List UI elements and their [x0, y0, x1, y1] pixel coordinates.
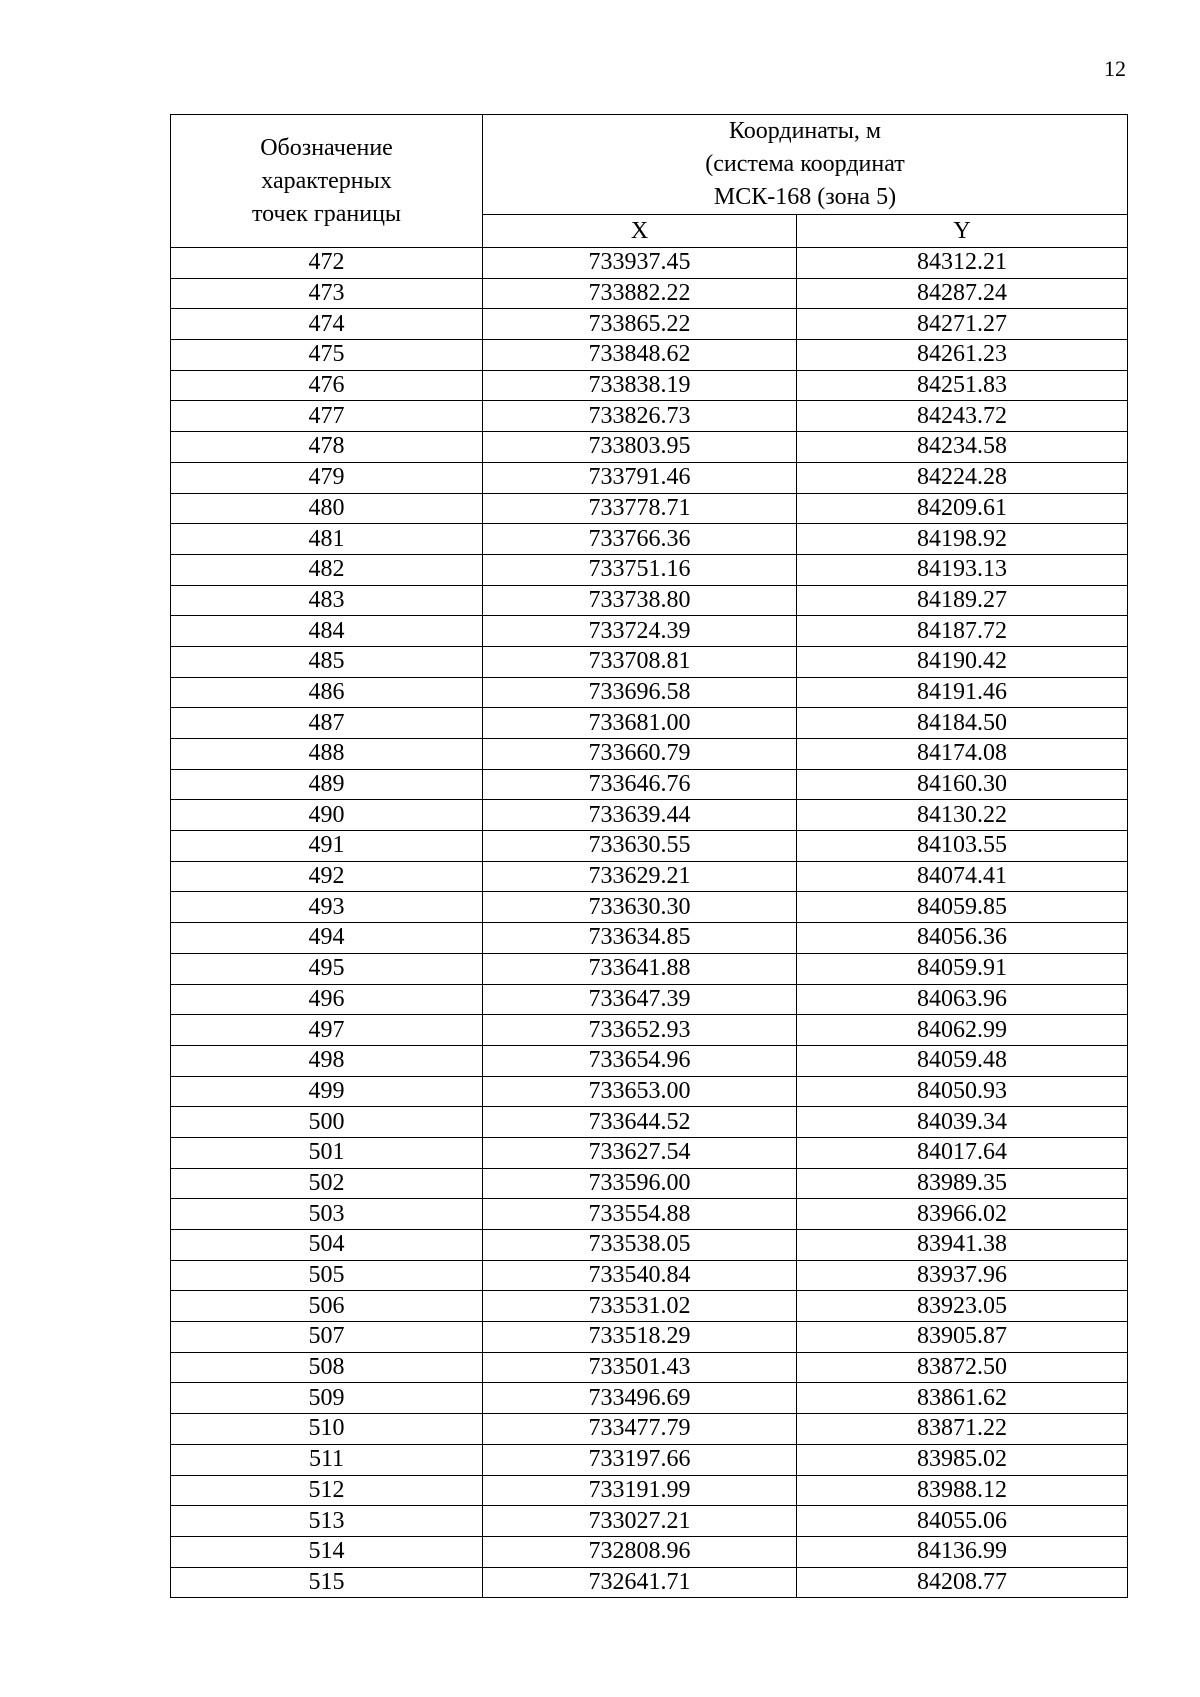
table-header [171, 115, 1128, 248]
y-coordinate-cell: 83941.38 [797, 1230, 1128, 1261]
y-coordinate-cell: 84055.06 [797, 1506, 1128, 1537]
point-number-cell: 489 [171, 769, 483, 800]
point-number-cell: 487 [171, 708, 483, 739]
point-number-cell: 502 [171, 1168, 483, 1199]
y-coordinate-cell: 84187.72 [797, 616, 1128, 647]
table-row [171, 646, 1128, 677]
x-coordinate-cell: 733751.16 [483, 554, 797, 585]
x-coordinate-cell: 733197.66 [483, 1444, 797, 1475]
x-coordinate-cell: 732641.71 [483, 1567, 797, 1598]
table-row [171, 1076, 1128, 1107]
point-number-cell: 483 [171, 585, 483, 616]
point-number-cell: 485 [171, 646, 483, 677]
point-number-cell: 492 [171, 861, 483, 892]
header-x: X [483, 215, 797, 248]
y-coordinate-cell: 84160.30 [797, 769, 1128, 800]
header-coords-line: Координаты, м [728, 118, 882, 144]
table-row [171, 800, 1128, 831]
y-coordinate-cell: 84312.21 [797, 248, 1128, 279]
point-number-cell: 514 [171, 1536, 483, 1567]
point-number-cell: 474 [171, 309, 483, 340]
header-coords-line: (система координат [705, 151, 905, 177]
y-coordinate-cell: 84059.48 [797, 1045, 1128, 1076]
x-coordinate-cell: 733696.58 [483, 677, 797, 708]
x-coordinate-cell: 733653.00 [483, 1076, 797, 1107]
point-number-cell: 515 [171, 1567, 483, 1598]
header-point-designation [171, 115, 483, 248]
header-y: Y [797, 215, 1128, 248]
table-row [171, 585, 1128, 616]
y-coordinate-cell: 84271.27 [797, 309, 1128, 340]
x-coordinate-cell: 733634.85 [483, 923, 797, 954]
table-row [171, 401, 1128, 432]
table-row [171, 340, 1128, 371]
header-point-line: Обозначение [260, 134, 393, 161]
x-coordinate-cell: 733652.93 [483, 1015, 797, 1046]
y-coordinate-cell: 84191.46 [797, 677, 1128, 708]
x-coordinate-cell: 733496.69 [483, 1383, 797, 1414]
y-coordinate-cell: 83989.35 [797, 1168, 1128, 1199]
y-coordinate-cell: 83923.05 [797, 1291, 1128, 1322]
table-row [171, 1260, 1128, 1291]
page-number: 12 [1104, 56, 1126, 81]
point-number-cell: 506 [171, 1291, 483, 1322]
x-coordinate-cell: 733630.55 [483, 831, 797, 862]
x-coordinate-cell: 733766.36 [483, 524, 797, 555]
y-coordinate-cell: 84287.24 [797, 278, 1128, 309]
table-row [171, 1506, 1128, 1537]
y-coordinate-cell: 83937.96 [797, 1260, 1128, 1291]
y-coordinate-cell: 84243.72 [797, 401, 1128, 432]
y-coordinate-cell: 84103.55 [797, 831, 1128, 862]
x-coordinate-cell: 733630.30 [483, 892, 797, 923]
x-coordinate-cell: 733501.43 [483, 1352, 797, 1383]
point-number-cell: 504 [171, 1230, 483, 1261]
x-coordinate-cell: 733627.54 [483, 1137, 797, 1168]
x-coordinate-cell: 733937.45 [483, 248, 797, 279]
point-number-cell: 488 [171, 739, 483, 770]
y-coordinate-cell: 84039.34 [797, 1107, 1128, 1138]
y-coordinate-cell: 84189.27 [797, 585, 1128, 616]
table-row [171, 1168, 1128, 1199]
point-number-cell: 505 [171, 1260, 483, 1291]
x-coordinate-cell: 733518.29 [483, 1322, 797, 1353]
point-number-cell: 472 [171, 248, 483, 279]
y-coordinate-cell: 84224.28 [797, 462, 1128, 493]
y-coordinate-cell: 84062.99 [797, 1015, 1128, 1046]
table-row [171, 677, 1128, 708]
table-row [171, 462, 1128, 493]
x-coordinate-cell: 733639.44 [483, 800, 797, 831]
y-coordinate-cell: 84059.85 [797, 892, 1128, 923]
table-row [171, 892, 1128, 923]
header-point-line: точек границы [251, 200, 402, 227]
point-number-cell: 509 [171, 1383, 483, 1414]
x-coordinate-cell: 732808.96 [483, 1536, 797, 1567]
header-coords-line: МСК-168 (зона 5) [713, 184, 897, 210]
x-coordinate-cell: 733644.52 [483, 1107, 797, 1138]
y-coordinate-cell: 83985.02 [797, 1444, 1128, 1475]
y-coordinate-cell: 84208.77 [797, 1567, 1128, 1598]
point-number-cell: 495 [171, 953, 483, 984]
y-coordinate-cell: 84251.83 [797, 370, 1128, 401]
table-row [171, 739, 1128, 770]
point-number-cell: 484 [171, 616, 483, 647]
x-coordinate-cell: 733778.71 [483, 493, 797, 524]
table-row [171, 1352, 1128, 1383]
table-row [171, 554, 1128, 585]
point-number-cell: 478 [171, 432, 483, 463]
table-row [171, 708, 1128, 739]
y-coordinate-cell: 84234.58 [797, 432, 1128, 463]
y-coordinate-cell: 84059.91 [797, 953, 1128, 984]
point-number-cell: 508 [171, 1352, 483, 1383]
y-coordinate-cell: 84063.96 [797, 984, 1128, 1015]
y-coordinate-cell: 84198.92 [797, 524, 1128, 555]
table-row [171, 1107, 1128, 1138]
y-coordinate-cell: 84184.50 [797, 708, 1128, 739]
y-coordinate-cell: 84017.64 [797, 1137, 1128, 1168]
table-row [171, 370, 1128, 401]
point-number-cell: 507 [171, 1322, 483, 1353]
point-number-cell: 493 [171, 892, 483, 923]
point-number-cell: 486 [171, 677, 483, 708]
table-row [171, 1015, 1128, 1046]
x-coordinate-cell: 733646.76 [483, 769, 797, 800]
table-row [171, 1383, 1128, 1414]
header-coordinates [483, 115, 1128, 215]
y-coordinate-cell: 84190.42 [797, 646, 1128, 677]
table-row [171, 493, 1128, 524]
point-number-cell: 511 [171, 1444, 483, 1475]
x-coordinate-cell: 733191.99 [483, 1475, 797, 1506]
table-row [171, 861, 1128, 892]
x-coordinate-cell: 733724.39 [483, 616, 797, 647]
y-coordinate-cell: 83872.50 [797, 1352, 1128, 1383]
y-coordinate-cell: 84209.61 [797, 493, 1128, 524]
table-row [171, 524, 1128, 555]
table-row [171, 1567, 1128, 1598]
x-coordinate-cell: 733596.00 [483, 1168, 797, 1199]
x-coordinate-cell: 733826.73 [483, 401, 797, 432]
point-number-cell: 500 [171, 1107, 483, 1138]
y-coordinate-cell: 84193.13 [797, 554, 1128, 585]
point-number-cell: 480 [171, 493, 483, 524]
point-number-cell: 503 [171, 1199, 483, 1230]
point-number-cell: 491 [171, 831, 483, 862]
table-row [171, 616, 1128, 647]
x-coordinate-cell: 733641.88 [483, 953, 797, 984]
table-row [171, 769, 1128, 800]
y-coordinate-cell: 84130.22 [797, 800, 1128, 831]
x-coordinate-cell: 733647.39 [483, 984, 797, 1015]
table-row [171, 1199, 1128, 1230]
table-row [171, 953, 1128, 984]
x-coordinate-cell: 733531.02 [483, 1291, 797, 1322]
x-coordinate-cell: 733708.81 [483, 646, 797, 677]
point-number-cell: 477 [171, 401, 483, 432]
point-number-cell: 473 [171, 278, 483, 309]
x-coordinate-cell: 733538.05 [483, 1230, 797, 1261]
table-row [171, 1444, 1128, 1475]
x-coordinate-cell: 733838.19 [483, 370, 797, 401]
table-row [171, 278, 1128, 309]
table-row [171, 984, 1128, 1015]
y-coordinate-cell: 83871.22 [797, 1414, 1128, 1445]
x-coordinate-cell: 733803.95 [483, 432, 797, 463]
x-coordinate-cell: 733654.96 [483, 1045, 797, 1076]
table-row [171, 1230, 1128, 1261]
x-coordinate-cell: 733540.84 [483, 1260, 797, 1291]
table-row [171, 1322, 1128, 1353]
x-coordinate-cell: 733738.80 [483, 585, 797, 616]
table-row [171, 1536, 1128, 1567]
y-coordinate-cell: 83861.62 [797, 1383, 1128, 1414]
y-coordinate-cell: 84261.23 [797, 340, 1128, 371]
x-coordinate-cell: 733477.79 [483, 1414, 797, 1445]
y-coordinate-cell: 83988.12 [797, 1475, 1128, 1506]
x-coordinate-cell: 733848.62 [483, 340, 797, 371]
table-row [171, 1137, 1128, 1168]
point-number-cell: 490 [171, 800, 483, 831]
table-row [171, 1045, 1128, 1076]
point-number-cell: 476 [171, 370, 483, 401]
x-coordinate-cell: 733554.88 [483, 1199, 797, 1230]
point-number-cell: 501 [171, 1137, 483, 1168]
y-coordinate-cell: 84056.36 [797, 923, 1128, 954]
y-coordinate-cell: 83966.02 [797, 1199, 1128, 1230]
point-number-cell: 497 [171, 1015, 483, 1046]
point-number-cell: 498 [171, 1045, 483, 1076]
point-number-cell: 481 [171, 524, 483, 555]
point-number-cell: 496 [171, 984, 483, 1015]
coordinates-table [170, 114, 1128, 1598]
point-number-cell: 494 [171, 923, 483, 954]
x-coordinate-cell: 733681.00 [483, 708, 797, 739]
point-number-cell: 475 [171, 340, 483, 371]
y-coordinate-cell: 84050.93 [797, 1076, 1128, 1107]
y-coordinate-cell: 84074.41 [797, 861, 1128, 892]
table-row [171, 309, 1128, 340]
x-coordinate-cell: 733660.79 [483, 739, 797, 770]
x-coordinate-cell: 733865.22 [483, 309, 797, 340]
point-number-cell: 510 [171, 1414, 483, 1445]
table-row [171, 1414, 1128, 1445]
point-number-cell: 513 [171, 1506, 483, 1537]
table-body [171, 248, 1128, 1598]
x-coordinate-cell: 733027.21 [483, 1506, 797, 1537]
y-coordinate-cell: 84174.08 [797, 739, 1128, 770]
point-number-cell: 479 [171, 462, 483, 493]
table-row [171, 432, 1128, 463]
point-number-cell: 512 [171, 1475, 483, 1506]
table-row [171, 923, 1128, 954]
table-row [171, 248, 1128, 279]
table-row [171, 831, 1128, 862]
y-coordinate-cell: 83905.87 [797, 1322, 1128, 1353]
x-coordinate-cell: 733882.22 [483, 278, 797, 309]
y-coordinate-cell: 84136.99 [797, 1536, 1128, 1567]
x-coordinate-cell: 733629.21 [483, 861, 797, 892]
x-coordinate-cell: 733791.46 [483, 462, 797, 493]
point-number-cell: 499 [171, 1076, 483, 1107]
header-point-line: характерных [261, 167, 392, 194]
table-row [171, 1475, 1128, 1506]
point-number-cell: 482 [171, 554, 483, 585]
table-row [171, 1291, 1128, 1322]
